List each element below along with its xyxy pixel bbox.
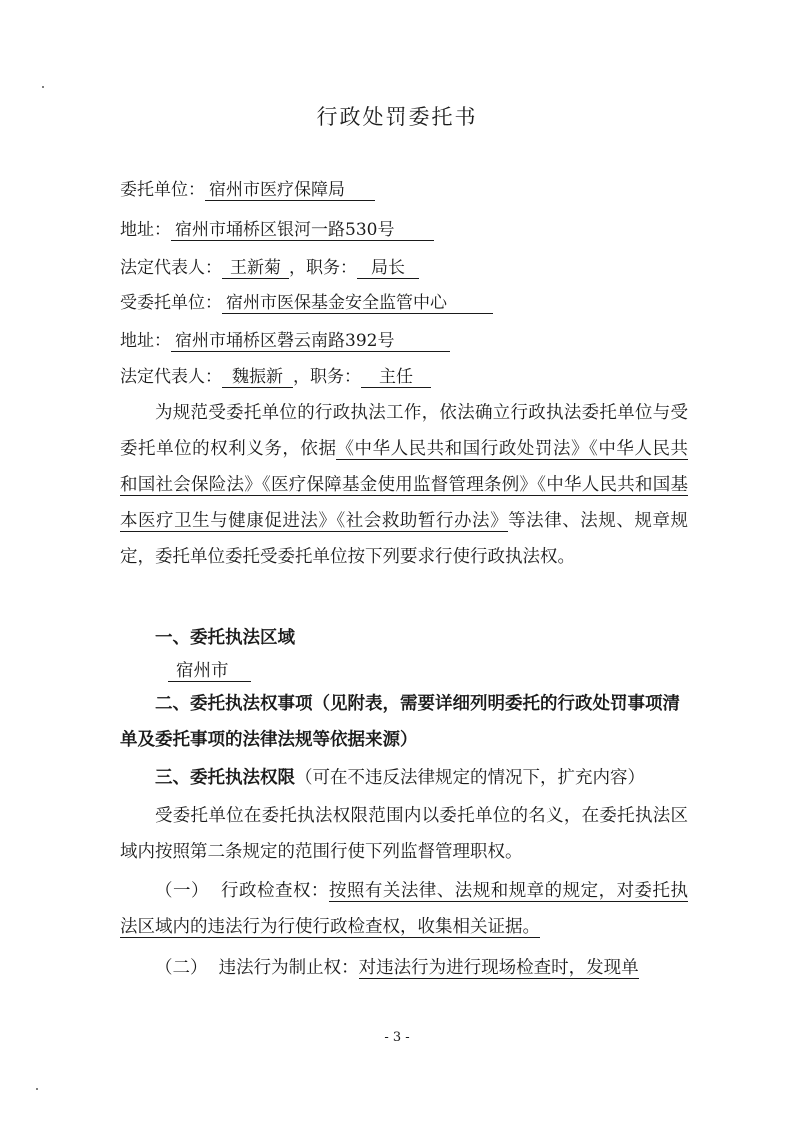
section1-value: 宿州市 bbox=[168, 661, 251, 682]
entrusting-unit-line bbox=[120, 179, 375, 201]
position2-label: ，职务： bbox=[293, 367, 361, 387]
page-number: - 3 - bbox=[384, 1030, 410, 1045]
item-1-text: 按照有关法律、法规和规章的规定，对委托执法区域内的违法行为行使行政检查权，收集相关证据。 bbox=[120, 881, 688, 937]
document-title: 行政处罚委托书 bbox=[316, 105, 478, 129]
section3-heading: 三、委托执法权限 bbox=[155, 768, 295, 788]
section3-note: （可在不违反法律规定的情况下，扩充内容） bbox=[295, 768, 645, 788]
address2-line bbox=[120, 330, 450, 352]
item-1 bbox=[120, 873, 688, 945]
legal-rep2-line bbox=[120, 366, 431, 388]
intro-paragraph bbox=[120, 395, 688, 575]
section3-heading-line bbox=[120, 760, 688, 796]
position2-value: 主任 bbox=[361, 367, 431, 388]
entrusted-unit-line bbox=[120, 292, 493, 314]
legal-rep1-line bbox=[120, 257, 419, 279]
legal-rep2-value: 魏振新 bbox=[222, 367, 293, 388]
intro-laws: 《中华人民共和国行政处罚法》《中华人民共和国社会保险法》《医疗保障基金使用监督管理条例》《中华人民共和国基本医疗卫生与健康促进法》《社会救助暂行办法》 bbox=[120, 439, 688, 531]
section2-heading: 二、委托执法权事项（见附表，需要详细列明委托的行政处罚事项清单及委托事项的法律法规等依据来源） bbox=[120, 694, 680, 750]
legal-rep1-label: 法定代表人： bbox=[120, 258, 222, 278]
item-1-label: 行政检查权： bbox=[221, 881, 329, 901]
legal-rep1-value: 王新菊 bbox=[222, 258, 289, 279]
address1-label: 地址： bbox=[120, 220, 171, 240]
address1-value: 宿州市埇桥区银河一路530号 bbox=[171, 220, 434, 241]
scan-speck bbox=[36, 1088, 38, 1090]
item-2-prefix: （二） bbox=[155, 958, 208, 978]
item-1-prefix: （一） bbox=[155, 881, 209, 901]
address1-line bbox=[120, 219, 434, 241]
intro-part2: 等法律、法规、规章规定，委托单位委托受委托单位按下列要求行使行政执法权。 bbox=[120, 511, 689, 567]
position1-value: 局长 bbox=[357, 258, 419, 279]
item-2 bbox=[120, 950, 688, 986]
intro-part1: 为规范受委托单位的行政执法工作，依法确立行政执法委托单位与受委托单位的权利义务，依据 bbox=[120, 403, 688, 459]
scan-speck bbox=[42, 86, 44, 88]
address2-label: 地址： bbox=[120, 331, 171, 351]
address2-value: 宿州市埇桥区磬云南路392号 bbox=[171, 331, 450, 352]
entrusted-unit-value: 宿州市医保基金安全监管中心 bbox=[222, 293, 493, 314]
section3-body: 受委托单位在委托执法权限范围内以委托单位的名义，在委托执法区域内按照第二条规定的范围行使下列监督管理职权。 bbox=[120, 806, 688, 862]
entrusting-unit-value: 宿州市医疗保障局 bbox=[205, 180, 375, 201]
position1-label: ，职务： bbox=[289, 258, 357, 278]
legal-rep2-label: 法定代表人： bbox=[120, 367, 222, 387]
entrusted-unit-label: 受委托单位： bbox=[120, 293, 222, 313]
entrusting-unit-label: 委托单位： bbox=[120, 180, 205, 200]
section1-value-line bbox=[168, 660, 251, 682]
item-2-label: 违法行为制止权： bbox=[218, 958, 359, 978]
item-2-text: 对违法行为进行现场检查时，发现单 bbox=[358, 958, 639, 978]
section1-heading: 一、委托执法区域 bbox=[155, 628, 295, 648]
